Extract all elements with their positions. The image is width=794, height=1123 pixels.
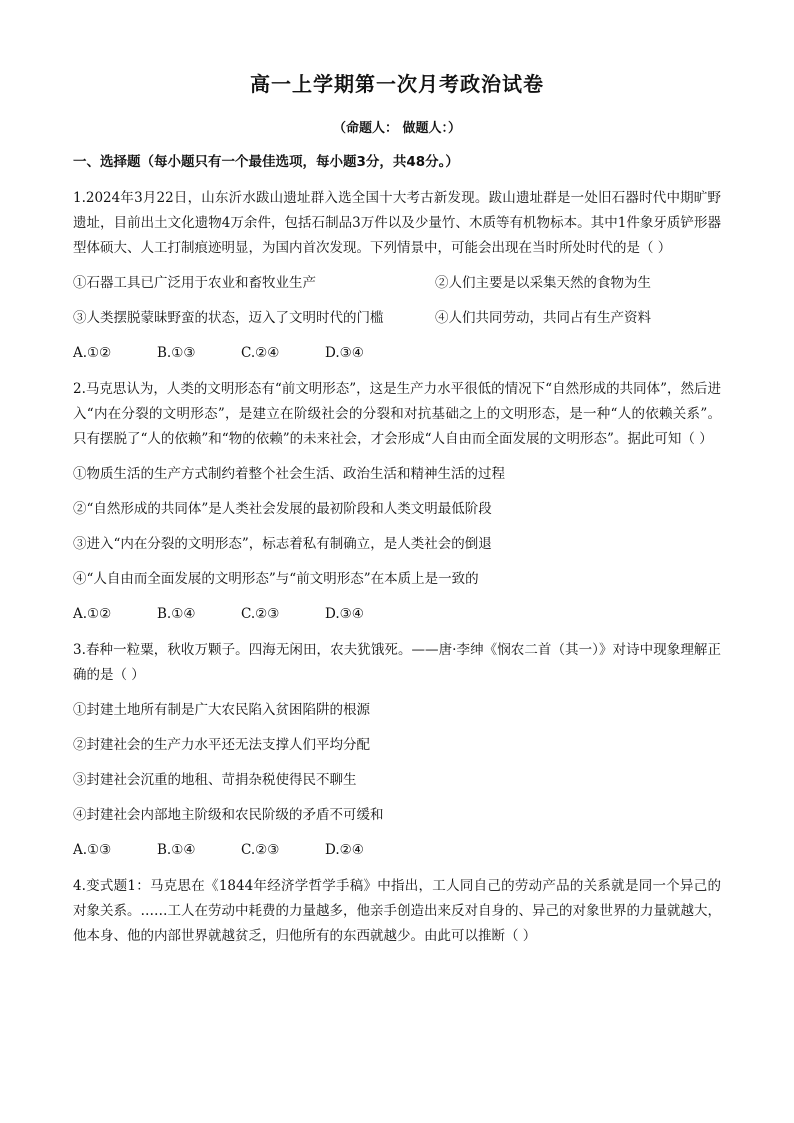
option: ③封建社会沉重的地租、苛捐杂税使得民不聊生: [73, 772, 357, 788]
question-4: [73, 874, 721, 949]
answer-choices: [73, 604, 721, 624]
answer-choice: B.①④: [157, 842, 196, 858]
answer-choices: [73, 343, 721, 363]
question-stem: 1.2024年3月22日，山东沂水跋山遗址群入选全国十大考古新发现。跋山遗址群是一处旧石器时代中期旷野遗址，目前出土文化遗物4万余件，包括石制品3万件以及少量竹、木质等有机物标本。其中1件象牙质铲形器型体硕大、人工打制痕迹明显，为国内首次发现。下列情景中，可能会出现在当时所处时代的是（ ）: [73, 190, 721, 256]
question-stem: 2.马克思认为，人类的文明形态有“前文明形态”，这是生产力水平很低的情况下“自然形成的共同体”，然后进入“内在分裂的文明形态”，是建立在阶级社会的分裂和对抗基础之上的文明形态，是一种“人的依赖关系”。只有摆脱了“人的依赖”和“物的依赖”的未来社会，才会形成“人自由而全面发展的文明形态”。据此可知（ ）: [73, 381, 721, 447]
option: ③人类摆脱蒙昧野蛮的状态，迈入了文明时代的门槛: [73, 310, 384, 326]
option: ②“自然形成的共同体”是人类社会发展的最初阶段和人类文明最低阶段: [73, 501, 492, 517]
option: ①石器工具已广泛用于农业和畜牧业生产: [73, 275, 316, 291]
option-row: [73, 308, 721, 328]
answer-choice: B.①④: [157, 606, 196, 622]
answer-choice: C.②③: [241, 606, 280, 622]
question-2: [73, 377, 721, 624]
page-title: 高一上学期第一次月考政治试卷: [250, 72, 544, 96]
answer-choice: C.②④: [241, 345, 280, 361]
answer-choices: [73, 840, 721, 860]
answer-choice: B.①③: [157, 345, 196, 361]
question-3: [73, 638, 721, 860]
answer-choice: A.①②: [73, 345, 112, 361]
section-heading: 一、选择题（每小题只有一个最佳选项，每小题3分，共48分。）: [73, 154, 459, 170]
option-row: [73, 273, 721, 293]
answer-choice: C.②③: [241, 842, 280, 858]
answer-choice: D.③④: [325, 345, 364, 361]
option: ④“人自由而全面发展的文明形态”与“前文明形态”在本质上是一致的: [73, 571, 479, 587]
option: ①封建土地所有制是广大农民陷入贫困陷阱的根源: [73, 702, 370, 718]
question-1: [73, 186, 721, 363]
question-stem: 4.变式题1：马克思在《1844年经济学哲学手稿》中指出，工人同自己的劳动产品的关系就是同一个异己的对象关系。……工人在劳动中耗费的力量越多，他亲手创造出来反对自身的、异己的对象世界的力量就越大，他本身、他的内部世界就越贫乏，归他所有的东西就越少。由此可以推断（ ）: [73, 878, 721, 944]
answer-choice: D.②④: [325, 842, 364, 858]
option: ②人们主要是以采集天然的食物为生: [435, 275, 651, 291]
answer-choice: D.③④: [325, 606, 364, 622]
option: ④封建社会内部地主阶级和农民阶级的矛盾不可缓和: [73, 807, 384, 823]
option: ②封建社会的生产力水平还无法支撑人们平均分配: [73, 737, 370, 753]
option: ③进入“内在分裂的文明形态”，标志着私有制确立，是人类社会的倒退: [73, 536, 492, 552]
question-list: [73, 186, 721, 963]
option: ①物质生活的生产方式制约着整个社会生活、政治生活和精神生活的过程: [73, 466, 505, 482]
option: ④人们共同劳动，共同占有生产资料: [435, 310, 651, 326]
question-stem: 3.春种一粒粟，秋收万颗子。四海无闲田，农夫犹饿死。——唐·李绅《悯农二首（其一）》对诗中现象理解正确的是（ ）: [73, 642, 721, 683]
page-subtitle: （命题人： 做题人：）: [332, 121, 462, 136]
answer-choice: A.①③: [73, 842, 112, 858]
answer-choice: A.①②: [73, 606, 112, 622]
